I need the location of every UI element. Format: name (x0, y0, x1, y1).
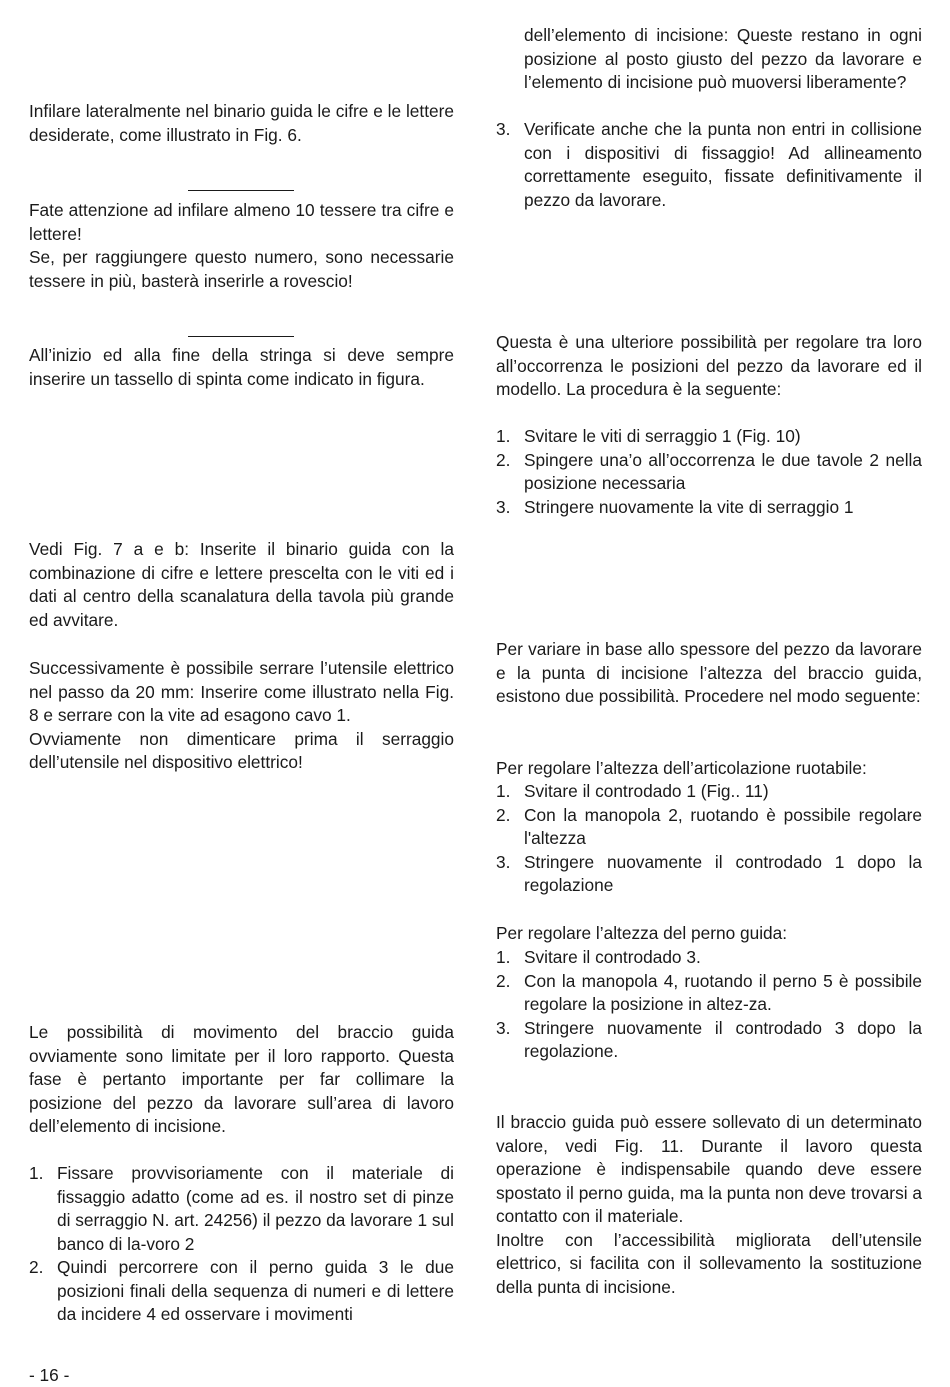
paragraph-fig7-instructions: Vedi Fig. 7 a e b: Inserite il binario guida con la combinazione di cifre e lettere prescelta con le viti ed i dati al centro della scanalatura della tavola più grande ed avvitare. (29, 539, 454, 630)
list-text: Stringere nuovamente il controdado 1 dopo la regolazione (524, 851, 922, 895)
list-number: 1. (496, 426, 511, 446)
list-text: Fissare provvisoriamente con il materiale di fissaggio adatto (come ad es. il nostro set di pinze di serraggio N. art. 24256) il pezzo da lavorare 1 sul banco di la-voro 2 (57, 1163, 454, 1254)
text-line: Inoltre con l’accessibilità migliorata dell’utensile elettrico, si facilita con il sollevamento la sostituzione della punta di incisione. (496, 1229, 922, 1297)
list-number: 2. (29, 1257, 44, 1277)
list-item (496, 425, 922, 449)
paragraph-clamp-tool (29, 657, 454, 775)
text-line: Successivamente è possibile serrare l’utensile elettrico nel passo da 20 mm: Inserire come illustrato nella Fig. 8 e serrare con la vite ad esagono cavo 1. (29, 658, 454, 725)
list-text: Stringere nuovamente la vite di serraggio 1 (524, 496, 854, 517)
text-line: Ovviamente non dimenticare prima il serraggio dell’utensile nel dispositivo elettrico! (29, 728, 454, 772)
paragraph-pivot-height-heading: Per regolare l’altezza dell’articolazione ruotabile: (496, 758, 867, 778)
paragraph-tile-count-note (29, 199, 454, 293)
paragraph-guide-arm-limits: Le possibilità di movimento del braccio guida ovviamente sono limitate per il loro rapporto. Questa fase è pertanto importante per far collimare la posizione del pezzo da lavorare sull’area di lavoro dell’elemento di incisione. (29, 1022, 454, 1136)
list-text: Stringere nuovamente il controdado 3 dopo la regolazione. (524, 1017, 922, 1061)
list-text: Spingere una’o all’occorrenza le due tavole 2 nella posizione necessaria (524, 449, 922, 493)
list-item (496, 1017, 922, 1064)
list-number: 3. (496, 119, 511, 139)
list-item (29, 1162, 454, 1256)
numbered-list-alignment-steps (496, 425, 922, 519)
list-item (496, 496, 922, 520)
paragraph-alignment-option: Questa è una ulteriore possibilità per regolare tra loro all’occorrenza le posizioni del pezzo da lavorare ed il modello. La procedura è la seguente: (496, 332, 922, 399)
list-number: 1. (496, 947, 511, 967)
numbered-list-guide-pin-steps (496, 946, 922, 1064)
separator-line (188, 336, 294, 337)
paragraph-guide-pin-height-heading: Per regolare l’altezza del perno guida: (496, 923, 788, 943)
text-line: Fate attenzione ad infilare almeno 10 tessere tra cifre e lettere! (29, 200, 454, 244)
paragraph-height-adjust-intro: Per variare in base allo spessore del pezzo da lavorare e la punta di incisione l’altezza del braccio guida, esistono due possibilità. Procedere nel modo seguente: (496, 639, 922, 706)
list-item (496, 804, 922, 851)
list-text: Quindi percorrere con il perno guida 3 le due posizioni finali della sequenza di numeri e di lettere da incidere 4 ed osservare i movimenti (57, 1257, 454, 1324)
list-number: 2. (496, 449, 511, 470)
text-line: Se, per raggiungere questo numero, sono necessarie tessere in più, basterà inserirle a rovescio! (29, 247, 454, 291)
numbered-list-collision-check (496, 118, 922, 212)
list-number: 3. (496, 1017, 511, 1038)
list-item (496, 946, 922, 970)
list-number: 2. (496, 970, 511, 991)
list-item (29, 1256, 454, 1327)
list-item (496, 780, 922, 804)
list-item (496, 851, 922, 898)
paragraph-raise-guide-arm (496, 1111, 922, 1299)
list-text: Svitare il controdado 3. (524, 947, 701, 967)
list-number: 1. (29, 1163, 44, 1183)
paragraph-push-block-note: All’inizio ed alla fine della stringa si deve sempre inserire un tassello di spinta come indicato in figura. (29, 345, 454, 389)
list-text: Svitare le viti di serraggio 1 (Fig. 10) (524, 426, 801, 446)
numbered-list-positioning (29, 1162, 454, 1327)
list-item (496, 118, 922, 212)
list-item (496, 449, 922, 496)
paragraph-continued-list-text: dell’elemento di incisione: Queste restano in ogni posizione al posto giusto del pezzo da lavorare e l’elemento di incisione può muoversi liberamente? (524, 25, 922, 92)
list-text: Svitare il controdado 1 (Fig.. 11) (524, 781, 769, 801)
list-text: Con la manopola 4, ruotando il perno 5 è possibile regolare la posizione in altez-za. (524, 970, 922, 1014)
page-number: - 16 - (29, 1365, 70, 1385)
list-number: 2. (496, 804, 511, 825)
separator-line (188, 190, 294, 191)
text-line: Il braccio guida può essere sollevato di un determinato valore, vedi Fig. 11. Durante il lavoro questa operazione è indispensabile quando deve essere spostato il perno guida, ma la punta non deve trovarsi a contatto con il materiale. (496, 1112, 922, 1226)
list-text: Verificate anche che la punta non entri in collisione con i dispositivi di fissaggio! Ad allineamento correttamente eseguito, fissate definitivamente il pezzo da lavorare. (524, 119, 922, 210)
list-number: 3. (496, 851, 511, 872)
paragraph-insert-characters: Infilare lateralmente nel binario guida le cifre e le lettere desiderate, come illustrato in Fig. 6. (29, 101, 454, 145)
list-number: 3. (496, 496, 511, 517)
numbered-list-pivot-height-steps (496, 780, 922, 898)
list-number: 1. (496, 781, 511, 801)
list-item (496, 970, 922, 1017)
list-text: Con la manopola 2, ruotando è possibile regolare l'altezza (524, 804, 922, 848)
